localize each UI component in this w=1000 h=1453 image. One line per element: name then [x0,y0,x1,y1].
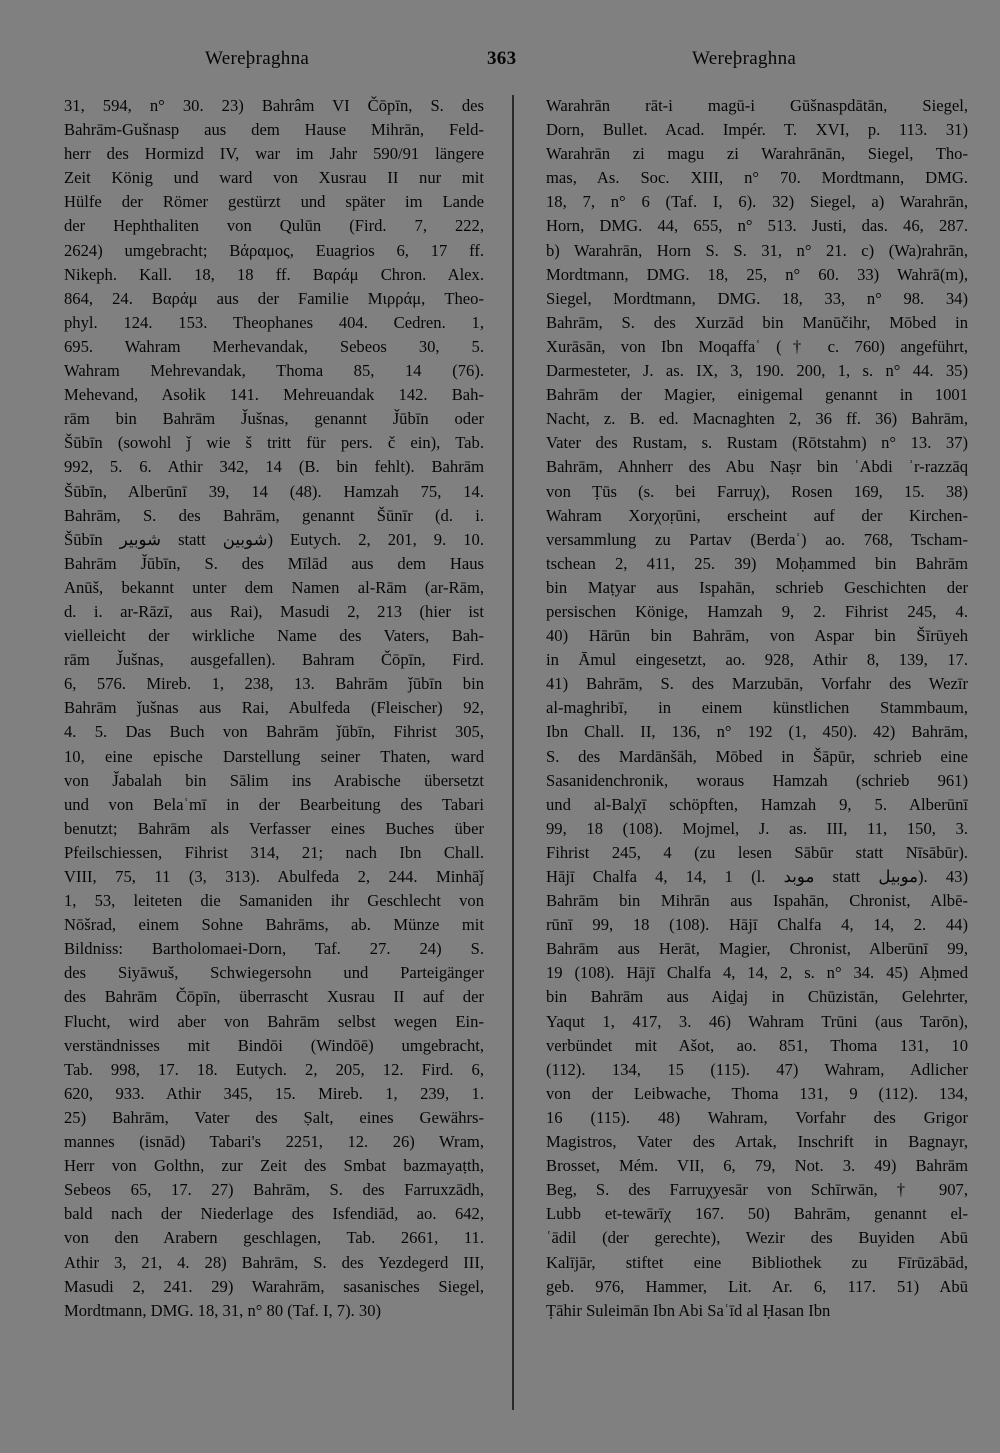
text-line: verständnisses mit Bindōi (Windōē) umgebracht, [64,1035,484,1055]
text-line: Ibn Chall. II, 136, n° 192 (1, 450). 42) Bahrām, [546,722,968,742]
text-line: Hājī Chalfa 4, 14, 1 (l. موبد statt موبيل). 43) [546,867,968,886]
text-line: Dorn, Bullet. Acad. Impér. T. XVI, p. 113. 31) [546,120,968,140]
text-line: vielleicht der wirkliche Name des Vaters, Bah- [64,626,484,646]
text-line: Brosset, Mém. VII, 6, 79, Not. 3. 49) Bahrām [546,1156,968,1176]
text-line: 40) Hārūn bin Bahrām, von Aspar bin Šīrūyeh [546,626,968,646]
text-line: von J̌abalah bin Sālim ins Arabische übersetzt [64,770,484,790]
text-line: b) Warahrān, Horn S. S. 31, n° 21. c) (Wa)rahrān, [546,240,968,260]
text-line: Bahrām-Gušnasp aus dem Hause Mihrān, Feld- [64,120,484,140]
text-line: mannes (isnād) Tabari's 2251, 12. 26) Wram, [64,1132,484,1152]
text-line: phyl. 124. 153. Theophanes 404. Cedren. 1, [64,312,484,332]
text-line: Beg, S. des Farruχyesār von Schīrwān, † 907, [546,1180,968,1200]
text-line: Bildniss: Bartholomaei-Dorn, Taf. 27. 24) S. [64,939,484,959]
text-line: 992, 5. 6. Athir 342, 14 (B. bin fehlt). Bahrām [64,457,484,477]
text-line: bin Maṭyar aus Ispahān, schrieb Geschichten der [546,577,968,597]
text-line: Ṭāhir Suleimān Ibn Abi Saʿīd al Ḥasan Ibn [546,1300,831,1320]
text-line: Šūbīn, Alberūnī 39, 14 (48). Hamzah 75, 14. [64,481,484,501]
left-column [64,94,484,1434]
text-line: rām bin Bahrām J̌ušnas, genannt J̌ūbīn oder [64,409,484,429]
text-line: Bahrām, S. des Xurzād bin Manūčihr, Mōbed in [546,312,968,332]
text-line: Yaqut 1, 417, 3. 46) Wahram Trūni (aus Tarōn), [546,1011,968,1031]
text-line: Warahrān rāt-i magū-i Gūšnaspdātān, Siegel, [546,96,968,115]
text-line: 19 (108). Hājī Chalfa 4, 14, 2, s. n° 34. 45) Aḥmed [546,963,968,983]
text-line: Zeit König und ward von Xusrau II nur mit [64,168,484,188]
text-line: Warahrān zi magu zi Warahrānān, Siegel, Tho- [546,144,968,164]
text-line: geb. 976, Hammer, Lit. Ar. 6, 117. 51) Abū [546,1276,968,1296]
text-line: des Siyāwuš, Schwiegersohn und Parteigänger [64,963,484,983]
text-line: Šūbīn (sowohl ǰ wie š tritt für pers. č ein), Tab. [64,433,484,453]
text-line: benutzt; Bahrām als Verfasser eines Buches über [64,818,484,838]
text-line: Bahrām, S. des Bahrām, genannt Šūnīr (d. i. [64,505,484,525]
text-line: bald nach der Niederlage des Isfendiād, ao. 642, [64,1204,484,1224]
text-line: der Hephthaliten von Qulūn (Fird. 7, 222, [64,216,484,236]
text-line: Kalījār, stiftet eine Bibliothek zu Fīrūzābād, [546,1252,968,1272]
text-line: VIII, 75, 11 (3, 313). Abulfeda 2, 244. Minhāǰ [64,867,484,886]
text-line: von den Arabern geschlagen, Tab. 2661, 11. [64,1228,484,1248]
text-line: 16 (115). 48) Wahram, Vorfahr des Grigor [546,1107,968,1127]
text-line: Šūbīn شوبير statt شوبين) Eutych. 2, 201, 9. 10. [64,529,484,549]
text-line: verbündet mit Ašot, ao. 851, Thoma 131, 10 [546,1035,968,1055]
text-line: und von Belaʿmī in der Bearbeitung des Tabari [64,794,484,814]
text-line: Magistros, Vater des Artak, Inschrift in Bagnayr, [546,1132,968,1152]
text-line: des Bahrām Čōpīn, überrascht Xusrau II auf der [64,987,484,1007]
text-line: Lubb et-tewārīχ 167. 50) Bahrām, genannt el- [546,1204,968,1224]
text-line: Xurāsān, von Ibn Moqaffaʿ († c. 760) angeführt, [546,336,968,356]
text-line: 864, 24. Βαράμ aus der Familie Μιρράμ, Theo- [64,288,484,308]
header-left-title: Wereþraghna [205,48,310,69]
text-line: von der Leibwache, Thoma 131, 9 (112). 134, [546,1083,968,1103]
text-line: Athir 3, 21, 4. 28) Bahrām, S. des Yezdegerd III, [64,1252,484,1272]
text-line: Nikeph. Kall. 18, 18 ff. Βαράμ Chron. Alex. [64,264,484,284]
text-line: rām J̌ušnas, ausgefallen). Bahram Čōpīn, Fird. [64,650,484,670]
text-line: rūnī 99, 18 (108). Hājī Chalfa 4, 14, 2. 44) [546,915,968,935]
text-line: ʿādil (der gerechte), Wezir des Buyiden Abū [546,1228,968,1248]
text-line: Bahrām bin Mihrān aus Ispahān, Chronist, Albē- [546,891,968,911]
text-line: 25) Bahrām, Vater des Ṣalt, eines Gewährs- [64,1107,484,1127]
text-line: 620, 933. Athir 345, 15. Mireb. 1, 239, 1. [64,1083,484,1103]
text-line: Fihrist 245, 4 (zu lesen Sābūr statt Nīsābūr). [546,842,968,862]
text-line: Vater des Rustam, s. Rustam (Rōtstahm) n° 13. 37) [546,433,968,453]
column-divider [512,95,514,1410]
text-line: versammlung zu Partav (Berdaʿ) ao. 768, Tscham- [546,529,968,549]
text-line: Nacht, z. B. ed. Macnaghten 2, 36 ff. 36) Bahrām, [546,409,968,429]
text-line: und al-Balχī schöpften, Hamzah 9, 5. Alberūnī [546,794,968,814]
text-line: mas, As. Soc. XIII, n° 70. Mordtmann, DMG. [546,168,968,188]
text-line: in Āmul eingesetzt, ao. 928, Athir 8, 139, 17. [546,650,968,670]
text-line: Flucht, wird aber von Bahrām selbst wegen Ein- [64,1011,484,1031]
text-line: Bahrām ǰušnas aus Rai, Abulfeda (Fleischer) 92, [64,698,484,718]
text-line: Masudi 2, 241. 29) Warahrām, sasanisches Siegel, [64,1276,484,1296]
text-line: Mordtmann, DMG. 18, 25, n° 60. 33) Wahrā(m), [546,264,968,284]
text-line: (112). 134, 15 (115). 47) Wahram, Adlicher [546,1059,968,1079]
header-right-title: Wereþraghna [692,48,797,69]
text-line: Bahrām aus Herāt, Magier, Chronist, Alberūnī 99, [546,939,968,959]
text-line: Darmesteter, J. as. IX, 3, 190. 200, 1, s. n° 44. 35) [546,361,968,381]
text-line: 18, 7, n° 6 (Taf. I, 6). 32) Siegel, a) Warahrān, [546,192,968,212]
text-line: Bahrām der Magier, einigemal genannt in 1001 [546,385,968,405]
text-line: Sasanidenchronik, woraus Hamzah (schrieb 961) [546,770,968,790]
text-line: herr des Hormizd IV, war im Jahr 590/91 längere [64,144,484,164]
text-line: 41) Bahrām, S. des Marzubān, Vorfahr des Wezīr [546,674,968,694]
text-line: Wahram Xorχoṛūni, erscheint auf der Kirchen- [546,505,968,525]
text-line: Bahrām J̌ūbīn, S. des Mīlād aus dem Haus [64,553,484,573]
text-line: Horn, DMG. 44, 655, n° 513. Justi, das. 46, 287. [546,216,968,236]
text-line: 695. Wahram Merhevandak, Sebeos 30, 5. [64,336,484,356]
text-line: 31, 594, n° 30. 23) Bahrâm VI Čōpīn, S. des [64,96,484,115]
text-line: Anūš, bekannt unter dem Namen al-Rām (ar-Rām, [64,577,484,597]
text-line: persischen Könige, Hamzah 9, 2. Fihrist 245, 4. [546,601,968,621]
text-line: Mehevand, Asołik 141. Mehreuandak 142. Bah- [64,385,484,405]
text-line: tschean 2, 411, 25. 39) Moḥammed bin Bahrām [546,553,968,573]
text-line: bin Bahrām aus Aiḏaj in Chūzistān, Gelehrter, [546,987,968,1007]
text-line: Siegel, Mordtmann, DMG. 18, 33, n° 98. 34) [546,288,968,308]
running-header [0,48,1000,78]
text-line: S. des Mardānšāh, Mōbed in Šāpūr, schrieb eine [546,746,968,766]
text-line: Hülfe der Römer gestürzt und später im Lande [64,192,484,212]
right-column [546,94,968,1434]
text-line: Nōšrad, einem Sohne Bahrāms, ab. Münze mit [64,915,484,935]
text-line: von Ṭūs (s. bei Farruχ), Rosen 169, 15. 38) [546,481,968,501]
text-line: Wahram Mehrevandak, Thoma 85, 14 (76). [64,361,484,381]
text-line: 1, 53, leiteten die Samaniden ihr Geschlecht von [64,891,484,911]
text-line: 99, 18 (108). Mojmel, J. as. III, 11, 150, 3. [546,818,968,838]
text-line: 10, eine epische Darstellung seiner Thaten, ward [64,746,484,766]
text-line: Pfeilschiessen, Fihrist 314, 21; nach Ibn Chall. [64,842,484,862]
text-line: Mordtmann, DMG. 18, 31, n° 80 (Taf. I, 7). 30) [64,1300,382,1320]
text-line: Bahrām, Ahnherr des Abu Naṣr bin ʿAbdi ʾr-razzāq [546,457,968,477]
text-line: Sebeos 65, 17. 27) Bahrām, S. des Farruxzādh, [64,1180,484,1200]
text-line: 4. 5. Das Buch von Bahrām ǰūbīn, Fihrist 305, [64,722,484,742]
text-line: d. i. ar-Rāzī, aus Rai), Masudi 2, 213 (hier ist [64,601,484,621]
text-line: 2624) umgebracht; Βάραμος, Euagrios 6, 17 ff. [64,240,484,260]
text-line: 6, 576. Mireb. 1, 238, 13. Bahrām ǰūbīn bin [64,674,484,694]
text-line: Tab. 998, 17. 18. Eutych. 2, 205, 12. Fird. 6, [64,1059,484,1079]
text-line: al-maghribī, in einem künstlichen Stammbaum, [546,698,968,718]
page-number: 363 [487,48,517,69]
text-line: Herr von Golthn, zur Zeit des Smbat bazmayaṭth, [64,1156,484,1176]
